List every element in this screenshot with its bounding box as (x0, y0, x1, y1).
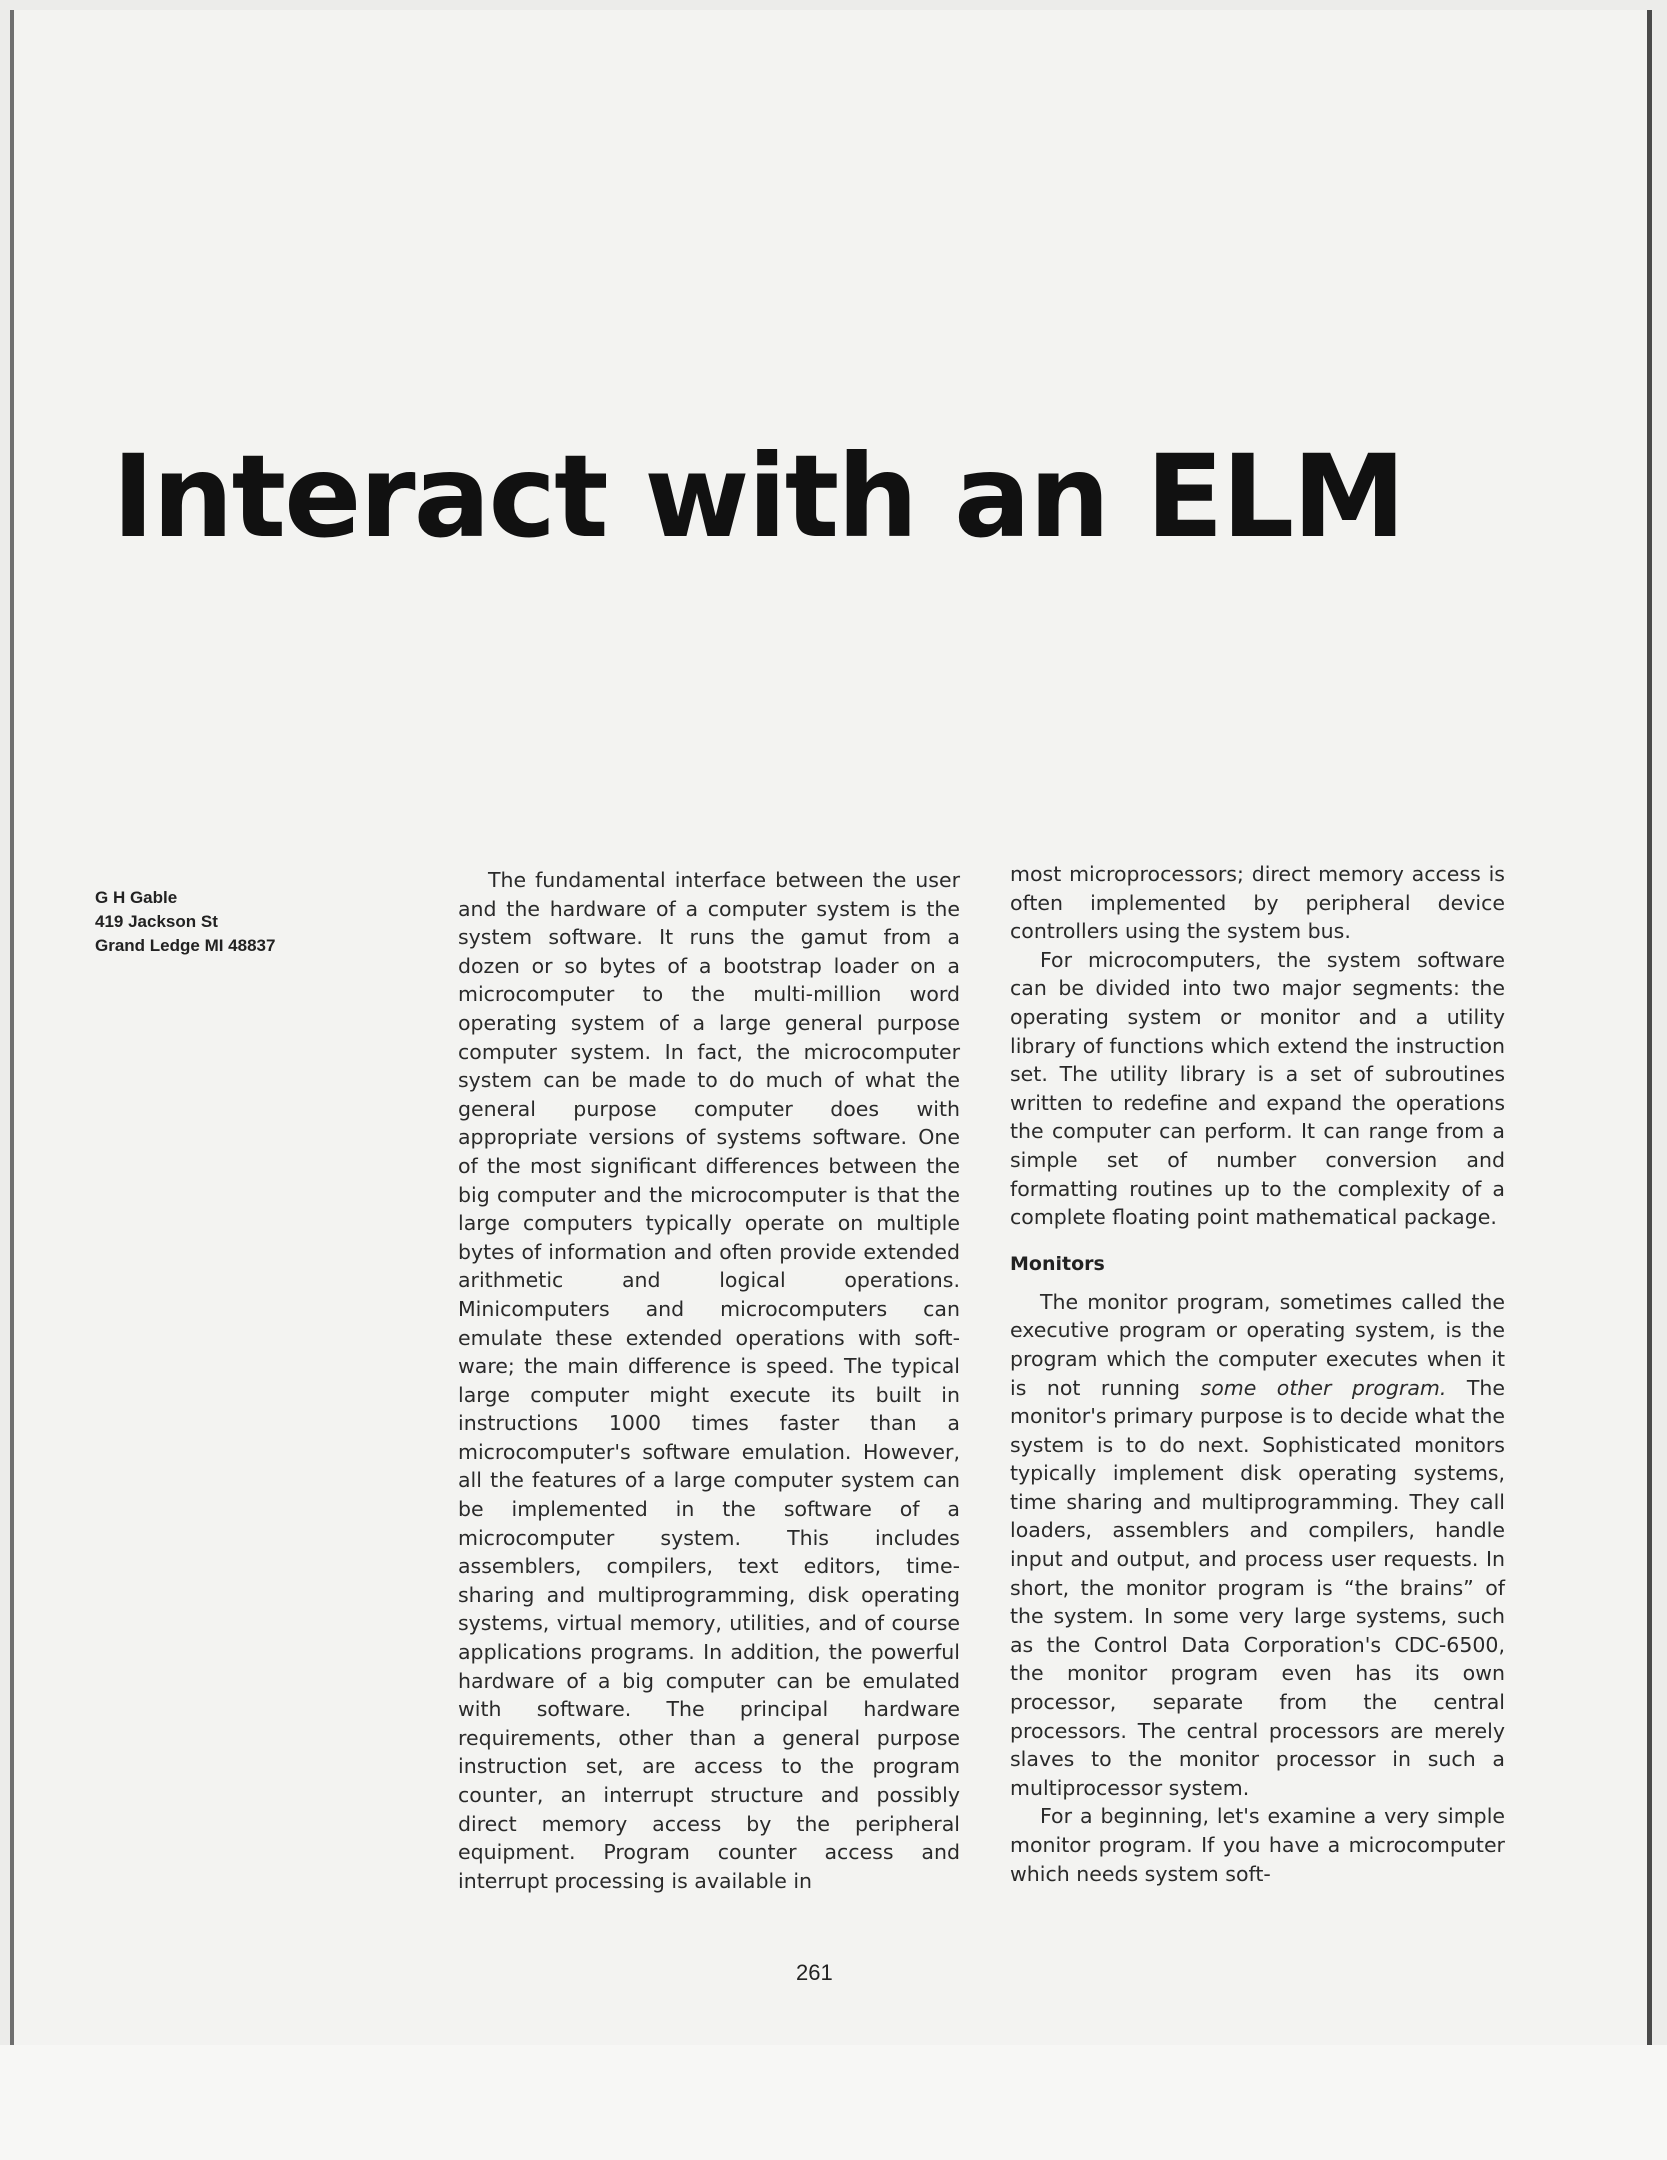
column-1-paragraph-1: The fundamental interface between the user and the hardware of a computer system is the system software. It runs the gamut from a dozen or so bytes of a bootstrap loader on a microcomputer to the multi-million word operating system of a large general purpose computer system. In fact, the microcomputer system can be made to do much of what the general purpose computer does with appropriate versions of systems software. One of the most significant differences between the big computer and the microcomputer is that the large computers typically operate on multiple bytes of information and often provide extended arithmetic and logical operations. Minicomputers and microcomputers can emulate these extended operations with software; the main difference is speed. The typical large computer might execute its built in instructions 1000 times faster than a microcomputer's software emulation. However, all the features of a large computer system can be implemented in the software of a microcomputer system. This includes assemblers, compilers, text editors, time-sharing and multiprogramming, disk operating systems, virtual memory, utilities, and of course applications programs. In addition, the powerful hardware of a big computer can be emulated with software. The principal hardware requirements, other than a general purpose instruction set, are access to the program counter, an interrupt structure and possibly direct memory access by the peripheral equipment. Program counter access and interrupt processing is available in (458, 868, 960, 1893)
author-city: Grand Ledge MI 48837 (95, 936, 276, 955)
author-block (95, 886, 275, 958)
paragraph-3-start: The monitor program, sometimes called the executive program or operating system, is the program which the computer executes when it is not running (1010, 1289, 1505, 1400)
column-2-paragraph-1: most microprocessors; direct memory access is often implemented by peripheral device controllers using the system bus. (1010, 862, 1505, 944)
section-heading-monitors: Monitors (1010, 1252, 1105, 1275)
bottom-margin (0, 2045, 1667, 2160)
page-number: 261 (796, 1960, 833, 1985)
left-page-edge (10, 10, 14, 2045)
author-street: 419 Jackson St (95, 912, 218, 931)
column-2-paragraph-4: For a beginning, let's examine a very simple monitor program. If you have a microcomputer which needs system soft- (1010, 1804, 1505, 1886)
column-2-paragraph-2: For microcomputers, the system software can be divided into two major segments: the operating system or monitor and a utility library of functions which extend the instruction set. The utility library is a set of subroutines written to redefine and expand the operations the computer can perform. It can range from a simple set of number conversion and formatting routines up to the complexity of a complete floating point mathematical package. (1010, 947, 1505, 1230)
paragraph-3-italic: some other program. (1200, 1375, 1447, 1400)
column-2-paragraph-3 (1010, 1288, 1505, 1803)
article-title: Interact with an ELM (112, 430, 1404, 563)
right-page-edge (1647, 10, 1652, 2045)
body-column-2 (1010, 860, 1505, 1888)
paragraph-3-end: The monitor's primary purpose is to decide what the system is to do next. Sophisticated monitors typically implement disk operating systems, time sharing and multiprogramming. They call loaders, assemblers and compilers, handle input and output, and process user requests. In short, the monitor program is “the brains” of the system. In some very large systems, such as the Control Data Corporation's CDC-6500, the monitor program even has its own processor, separate from the central processors. The central processors are merely slaves to the monitor processor in such a multiprocessor system. (1010, 1375, 1505, 1800)
author-name: G H Gable (95, 888, 178, 907)
body-column-1 (458, 866, 960, 1895)
